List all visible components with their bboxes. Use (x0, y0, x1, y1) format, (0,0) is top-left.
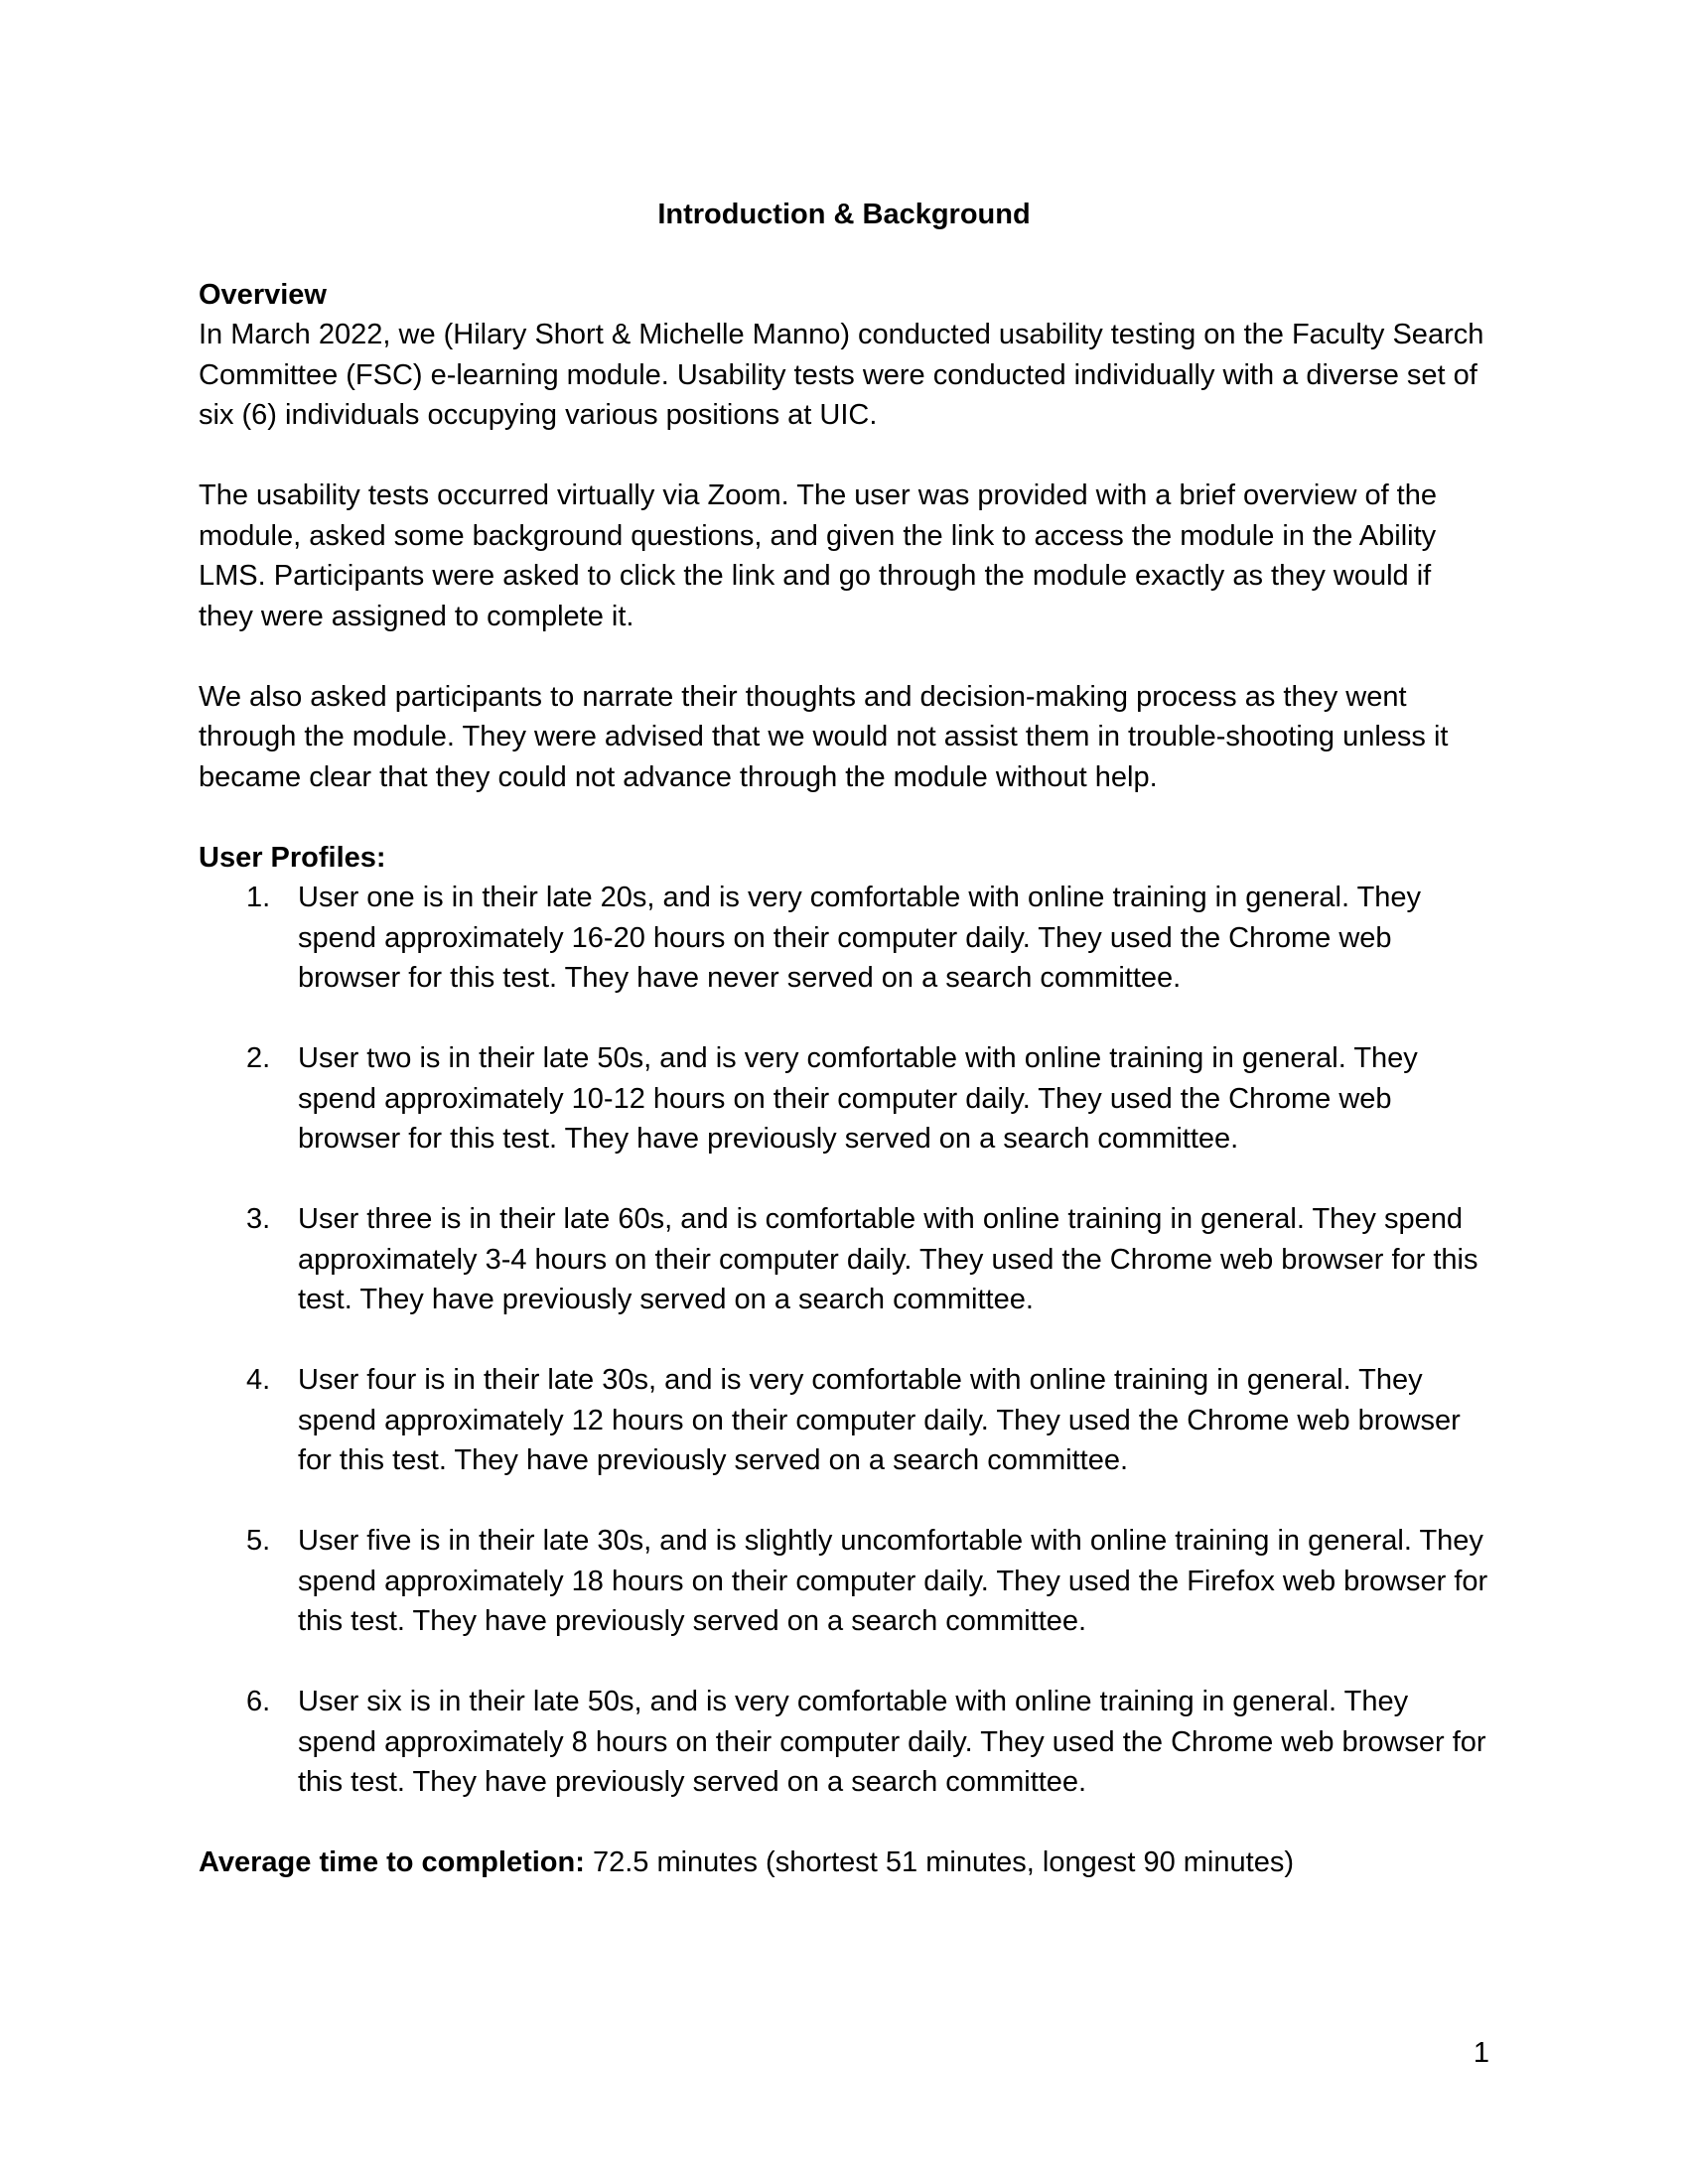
average-time-value: 72.5 minutes (shortest 51 minutes, longest 90 minutes) (592, 1846, 1294, 1878)
list-item-number: 3. (246, 1203, 271, 1235)
list-item-text: User two is in their late 50s, and is very comfortable with online training in general. They spend approximately 10-12 hours on their computer daily. They used the Chrome web browser for this test. They have previously served on a search committee. (298, 1042, 1418, 1155)
user-profiles-heading: User Profiles: (199, 841, 386, 874)
list-item-text: User five is in their late 30s, and is slightly uncomfortable with online training in general. They spend approximately 18 hours on their computer daily. They used the Firefox web browser for this test. They have previously served on a search committee. (298, 1525, 1488, 1637)
list-item (199, 1682, 1489, 1803)
list-item-number: 1. (246, 882, 271, 913)
list-item (199, 1199, 1489, 1320)
list-item-number: 5. (246, 1525, 271, 1557)
overview-paragraph: We also asked participants to narrate their thoughts and decision-making process as they went through the module. They were advised that we would not assist them in trouble-shooting unless it became clear that they could not advance through the module without help. (199, 680, 1449, 793)
average-time-label: Average time to completion: (199, 1846, 585, 1878)
overview-paragraph: The usability tests occurred virtually via Zoom. The user was provided with a brief overview of the module, asked some background questions, and given the link to access the module in the Ability LMS. Participants were asked to click the link and go through the module exactly as they would if they were assigned to complete it. (199, 479, 1437, 632)
list-item-text: User six is in their late 50s, and is very comfortable with online training in general. They spend approximately 8 hours on their computer daily. They used the Chrome web browser for this test. They have previously served on a search committee. (298, 1686, 1486, 1798)
list-item (199, 1521, 1489, 1642)
list-item-number: 4. (246, 1364, 271, 1396)
overview-paragraph: In March 2022, we (Hilary Short & Michelle Manno) conducted usability testing on the Faculty Search Committee (FSC) e-learning module. Usability tests were conducted individually with a diverse set of six (6) individuals occupying various positions at UIC. (199, 319, 1484, 431)
page-title: Introduction & Background (657, 199, 1031, 230)
page-number: 1 (1473, 2037, 1489, 2069)
list-item-text: User one is in their late 20s, and is very comfortable with online training in general. They spend approximately 16-20 hours on their computer daily. They used the Chrome web browser for this test. They have never served on a search committee. (298, 882, 1422, 994)
list-item-number: 2. (246, 1042, 271, 1074)
list-item (199, 878, 1489, 999)
page-content (199, 195, 1489, 1883)
average-time-line (199, 1843, 1489, 1883)
user-profiles-list (199, 878, 1489, 1803)
overview-heading: Overview (199, 278, 327, 311)
list-item-number: 6. (246, 1686, 271, 1717)
list-item-text: User four is in their late 30s, and is very comfortable with online training in general. They spend approximately 12 hours on their computer daily. They used the Chrome web browser for this test. They have previously served on a search committee. (298, 1364, 1461, 1476)
list-item-text: User three is in their late 60s, and is comfortable with online training in general. They spend approximately 3-4 hours on their computer daily. They used the Chrome web browser for this test. They have previously served on a search committee. (298, 1203, 1478, 1315)
list-item (199, 1360, 1489, 1481)
list-item (199, 1038, 1489, 1160)
